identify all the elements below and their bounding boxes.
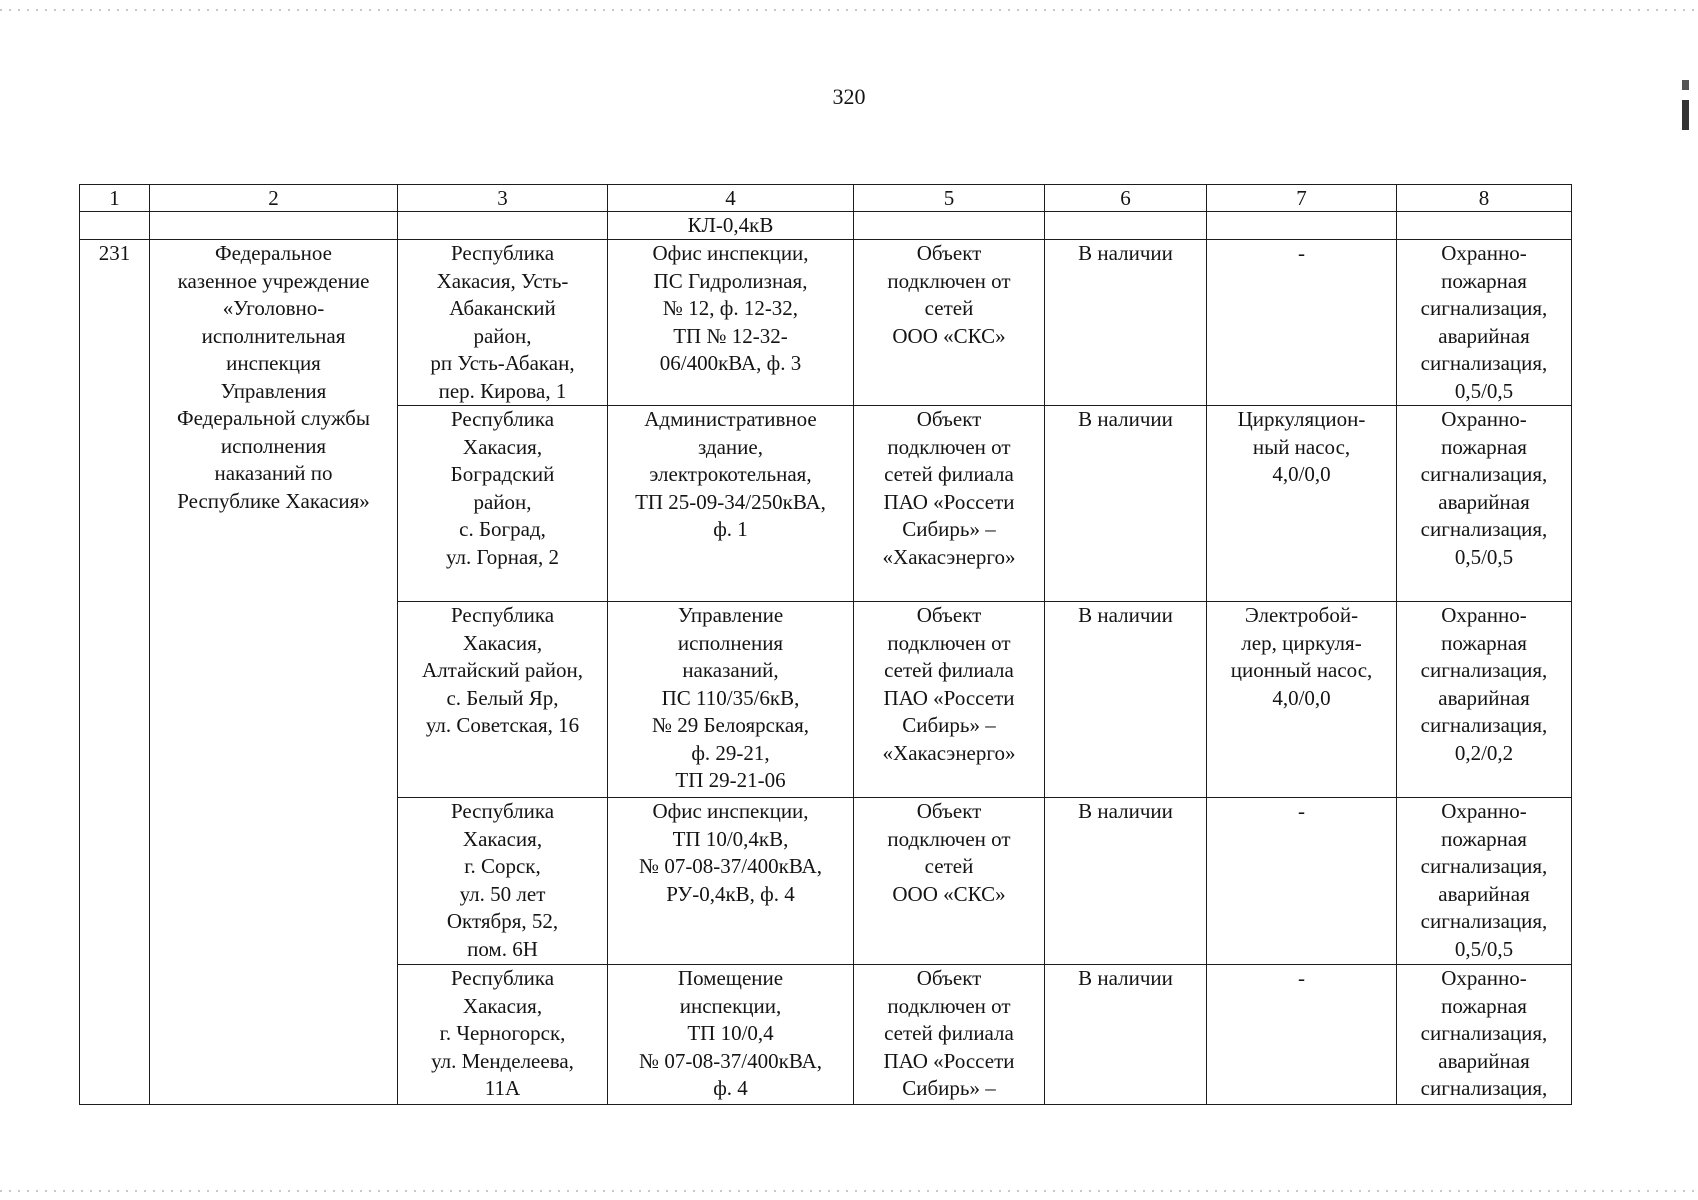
column-number: 6 xyxy=(1045,185,1207,212)
table-row xyxy=(80,240,1572,406)
continuation-row xyxy=(80,212,1572,240)
equipment-cell: - xyxy=(1207,798,1397,965)
column-number: 4 xyxy=(608,185,854,212)
connection-cell: Объект подключен от сетей ООО «СКС» xyxy=(854,240,1045,406)
object-cell: Управление исполнения наказаний, ПС 110/35/6кВ, № 29 Белоярская, ф. 29-21, ТП 29-21-06 xyxy=(608,602,854,798)
object-cell: Офис инспекции, ТП 10/0,4кВ, № 07-08-37/400кВА, РУ-0,4кВ, ф. 4 xyxy=(608,798,854,965)
connection-cell: Объект подключен от сетей филиала ПАО «Россети Сибирь» – «Хакасэнерго» xyxy=(854,602,1045,798)
alarm-cell: Охранно- пожарная сигнализация, аварийная сигнализация, 0,5/0,5 xyxy=(1397,406,1572,602)
equipment-cell: Циркуляцион- ный насос, 4,0/0,0 xyxy=(1207,406,1397,602)
availability-cell: В наличии xyxy=(1045,602,1207,798)
availability-cell: В наличии xyxy=(1045,965,1207,1105)
address-cell: Республика Хакасия, г. Черногорск, ул. Менделеева, 11А xyxy=(398,965,608,1105)
organization-name: Федеральное казенное учреждение «Уголовно- исполнительная инспекция Управления Федеральной службы исполнения наказаний по Республике Хакасия» xyxy=(150,240,398,1105)
connection-cell: Объект подключен от сетей филиала ПАО «Россети Сибирь» – «Хакасэнерго» xyxy=(854,406,1045,602)
column-number: 7 xyxy=(1207,185,1397,212)
equipment-cell: Электробой- лер, циркуля- ционный насос, 4,0/0,0 xyxy=(1207,602,1397,798)
alarm-cell: Охранно- пожарная сигнализация, аварийная сигнализация, 0,5/0,5 xyxy=(1397,798,1572,965)
scan-top-edge xyxy=(0,9,1698,11)
data-table xyxy=(79,184,1572,1105)
column-number: 3 xyxy=(398,185,608,212)
column-number: 8 xyxy=(1397,185,1572,212)
column-number: 2 xyxy=(150,185,398,212)
column-number: 1 xyxy=(80,185,150,212)
connection-cell: Объект подключен от сетей филиала ПАО «Россети Сибирь» – xyxy=(854,965,1045,1105)
scan-bottom-edge xyxy=(0,1190,1698,1192)
availability-cell: В наличии xyxy=(1045,406,1207,602)
column-number-row xyxy=(80,185,1572,212)
alarm-cell: Охранно- пожарная сигнализация, аварийная сигнализация, 0,5/0,5 xyxy=(1397,240,1572,406)
availability-cell: В наличии xyxy=(1045,798,1207,965)
equipment-cell: - xyxy=(1207,965,1397,1105)
column-number: 5 xyxy=(854,185,1045,212)
address-cell: Республика Хакасия, г. Сорск, ул. 50 лет Октября, 52, пом. 6Н xyxy=(398,798,608,965)
equipment-cell: - xyxy=(1207,240,1397,406)
availability-cell: В наличии xyxy=(1045,240,1207,406)
address-cell: Республика Хакасия, Алтайский район, с. Белый Яр, ул. Советская, 16 xyxy=(398,602,608,798)
alarm-cell: Охранно- пожарная сигнализация, аварийная сигнализация, xyxy=(1397,965,1572,1105)
address-cell: Республика Хакасия, Усть- Абаканский район, рп Усть-Абакан, пер. Кирова, 1 xyxy=(398,240,608,406)
continuation-cell: КЛ-0,4кВ xyxy=(608,212,854,240)
address-cell: Республика Хакасия, Боградский район, с. Боград, ул. Горная, 2 xyxy=(398,406,608,602)
record-number: 231 xyxy=(80,240,150,1105)
object-cell: Офис инспекции, ПС Гидролизная, № 12, ф. 12-32, ТП № 12-32- 06/400кВА, ф. 3 xyxy=(608,240,854,406)
connection-cell: Объект подключен от сетей ООО «СКС» xyxy=(854,798,1045,965)
object-cell: Административное здание, электрокотельная, ТП 25-09-34/250кВА, ф. 1 xyxy=(608,406,854,602)
page-number: 320 xyxy=(832,84,866,109)
alarm-cell: Охранно- пожарная сигнализация, аварийная сигнализация, 0,2/0,2 xyxy=(1397,602,1572,798)
object-cell: Помещение инспекции, ТП 10/0,4 № 07-08-37/400кВА, ф. 4 xyxy=(608,965,854,1105)
